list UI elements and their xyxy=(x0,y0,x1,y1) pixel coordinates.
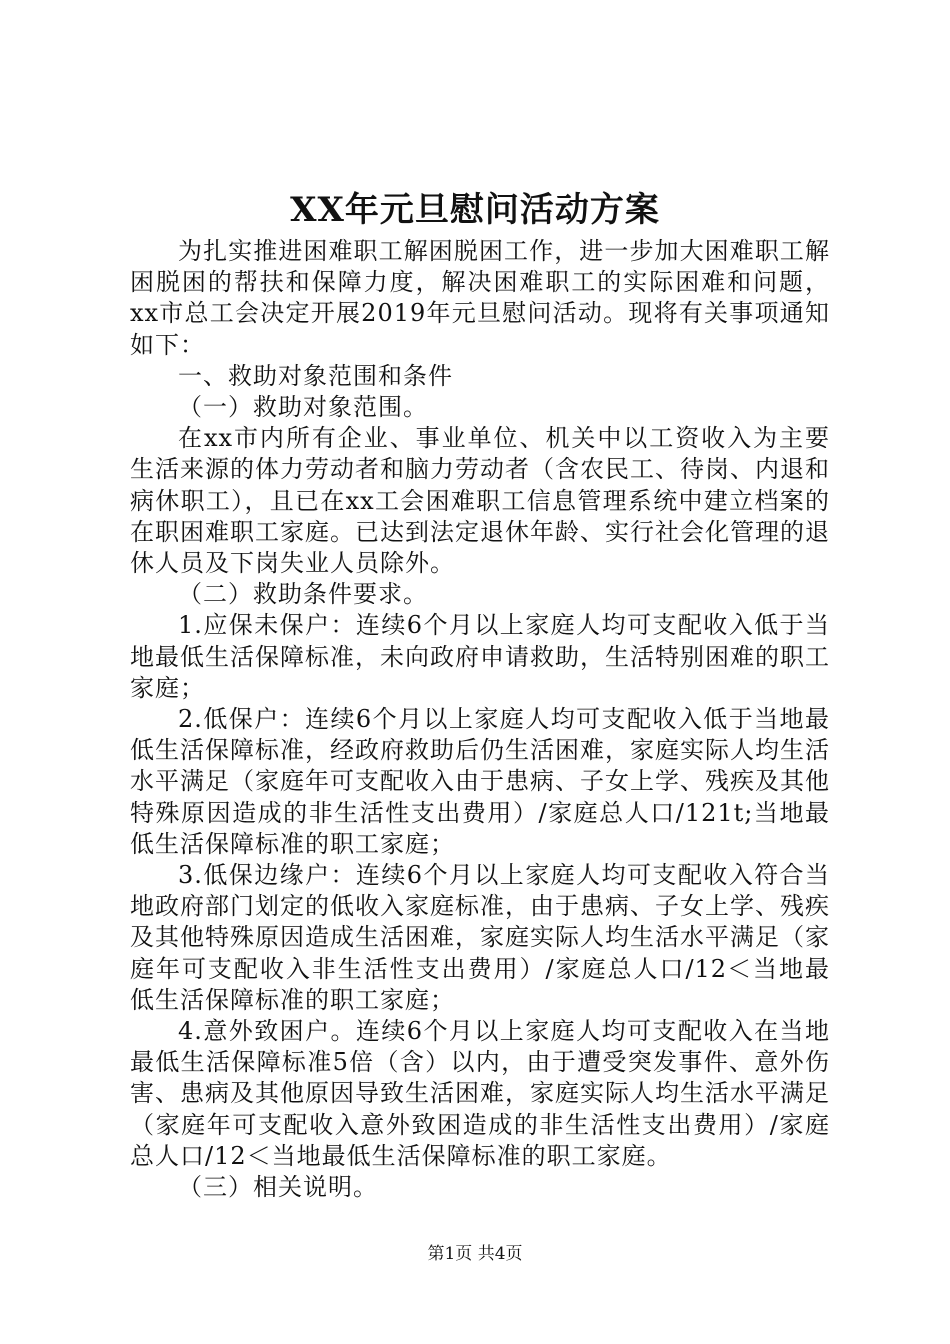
paragraph-scope: 在xx市内所有企业、事业单位、机关中以工资收入为主要生活来源的体力劳动者和脑力劳动者（含农民工、待岗、内退和病休职工），且已在xx工会困难职工信息管理系统中建立档案的在职困难职工家庭。已达到法定退休年龄、实行社会化管理的退休人员及下岗失业人员除外。 xyxy=(130,424,830,578)
paragraph-intro: 为扎实推进困难职工解困脱困工作，进一步加大困难职工解困脱困的帮扶和保障力度，解决困难职工的实际困难和问题，xx市总工会决定开展2019年元旦慰问活动。现将有关事项通知如下： xyxy=(130,237,830,359)
section-heading-1: 一、救助对象范围和条件 xyxy=(178,361,453,390)
document-title: XX年元旦慰问活动方案 xyxy=(290,190,660,230)
subsection-heading-3: （三）相关说明。 xyxy=(178,1173,378,1202)
subsection-heading-1: （一）救助对象范围。 xyxy=(178,393,428,422)
paragraph-item-2: 2.低保户：连续6个月以上家庭人均可支配收入低于当地最低生活保障标准，经政府救助后仍生活困难，家庭实际人均生活水平满足（家庭年可支配收入由于患病、子女上学、残疾及其他特殊原因造成的非生活性支出费用）/家庭总人口/121t;当地最低生活保障标准的职工家庭； xyxy=(130,705,830,858)
subsection-heading-2: （二）救助条件要求。 xyxy=(178,580,428,609)
document-body xyxy=(130,236,830,1203)
paragraph-item-3: 3.低保边缘户：连续6个月以上家庭人均可支配收入符合当地政府部门划定的低收入家庭标准，由于患病、子女上学、残疾及其他特殊原因造成生活困难，家庭实际人均生活水平满足（家庭年可支配收入非生活性支出费用）/家庭总人口/12＜当地最低生活保障标准的职工家庭； xyxy=(130,861,830,1014)
paragraph-item-4: 4.意外致困户。连续6个月以上家庭人均可支配收入在当地最低生活保障标准5倍（含）以内，由于遭受突发事件、意外伤害、患病及其他原因导致生活困难，家庭实际人均生活水平满足（家庭年可支配收入意外致困造成的非生活性支出费用）/家庭总人口/12＜当地最低生活保障标准的职工家庭。 xyxy=(130,1017,830,1170)
page-number: 第1页 共4页 xyxy=(427,1244,523,1264)
paragraph-item-1: 1.应保未保户：连续6个月以上家庭人均可支配收入低于当地最低生活保障标准，未向政府申请救助，生活特别困难的职工家庭； xyxy=(130,611,830,702)
